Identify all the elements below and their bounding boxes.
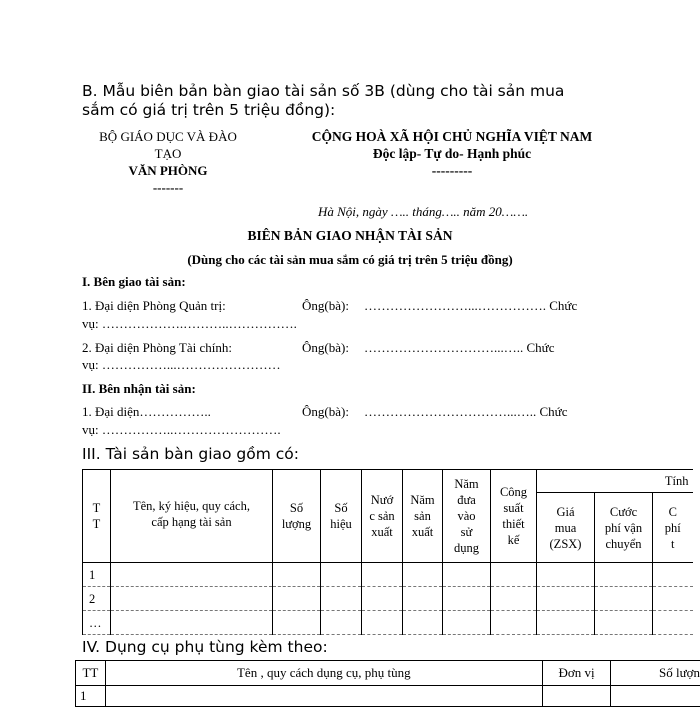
receiver-rep-1-sir: Ông(bà): [302,404,349,420]
header-asset-name: Tên, ký hiệu, quy cách, cấp hạng tài sản [111,470,273,563]
nation-block [272,128,632,179]
row-number: 2 [83,587,111,611]
handover-rep-2-sir: Ông(bà): [302,340,349,356]
section-iii-heading: III. Tài sản bàn giao gồm có: [82,445,299,463]
dateline: Hà Nội, ngày ….. tháng….. năm 20……. [318,204,528,220]
row-number: 1 [76,686,106,707]
header-other-fee: C phí t [653,493,693,563]
header-group-total: Tính [537,470,693,493]
acc-header-tt: TT [76,661,106,686]
header-serial: Số hiệu [321,470,362,563]
header-year-in-use: Năm đưa vào sử dụng [443,470,491,563]
assets-table [82,469,693,635]
document-subtitle: (Dùng cho các tài sản mua sắm có giá trị trên 5 triệu đồng) [0,252,700,268]
acc-header-name: Tên , quy cách dụng cụ, phụ tùng [105,661,542,686]
handover-rep-1-position: vụ: ……………….………..……………. [82,316,297,332]
section-ii-heading: II. Bên nhận tài sản: [82,381,196,397]
header-tt: T T [83,470,111,563]
agency-name-line2: TẠO [88,145,248,162]
agency-name-line1: BỘ GIÁO DỤC VÀ ĐÀO [88,128,248,145]
header-purchase-price: Giá mua (ZSX) [537,493,595,563]
acc-header-qty: Số lượn [611,661,700,686]
agency-block [88,128,248,196]
nation-rule: --------- [272,162,632,179]
handover-rep-1-sir: Ông(bà): [302,298,349,314]
handover-rep-1-label: 1. Đại diện Phòng Quản trị: [82,298,226,314]
table-row [83,563,693,587]
section-b-heading [82,82,564,120]
table-row [76,686,700,707]
nation-name: CỘNG HOÀ XÃ HỘI CHỦ NGHĨA VIỆT NAM [272,128,632,145]
section-iv-heading: IV. Dụng cụ phụ tùng kèm theo: [82,638,328,656]
header-shipping-fee: Cước phí vận chuyển [595,493,653,563]
header-capacity: Công suất thiết kế [491,470,537,563]
header-quantity: Số lượng [273,470,321,563]
receiver-rep-1-label: 1. Đại diện…………….. [82,404,211,420]
receiver-rep-1-position: vụ: ……………..……………………. [82,422,281,438]
handover-rep-1-dots: ……………………...……………. Chức [364,298,577,314]
acc-header-unit: Đơn vị [542,661,610,686]
agency-unit: VĂN PHÒNG [88,162,248,179]
table-row [83,611,693,635]
agency-rule: ------- [88,179,248,196]
row-number: … [83,611,111,635]
row-number: 1 [83,563,111,587]
section-b-heading-line: sắm có giá trị trên 5 triệu đồng): [82,101,564,120]
handover-rep-2-label: 2. Đại diện Phòng Tài chính: [82,340,232,356]
section-b-heading-line: B. Mẫu biên bản bàn giao tài sản số 3B (dùng cho tài sản mua [82,82,564,101]
header-country: Nướ c sản xuất [362,470,403,563]
handover-rep-2-dots: …………………………...….. Chức [364,340,555,356]
document-title: BIÊN BẢN GIAO NHẬN TÀI SẢN [0,228,700,244]
header-year-made: Năm sản xuất [403,470,443,563]
handover-rep-2-position: vụ: ……………...…………………… [82,357,281,373]
table-row [83,587,693,611]
nation-motto: Độc lập- Tự do- Hạnh phúc [272,145,632,162]
receiver-rep-1-dots: ……………………………...….. Chức [364,404,568,420]
section-i-heading: I. Bên giao tài sản: [82,274,186,290]
